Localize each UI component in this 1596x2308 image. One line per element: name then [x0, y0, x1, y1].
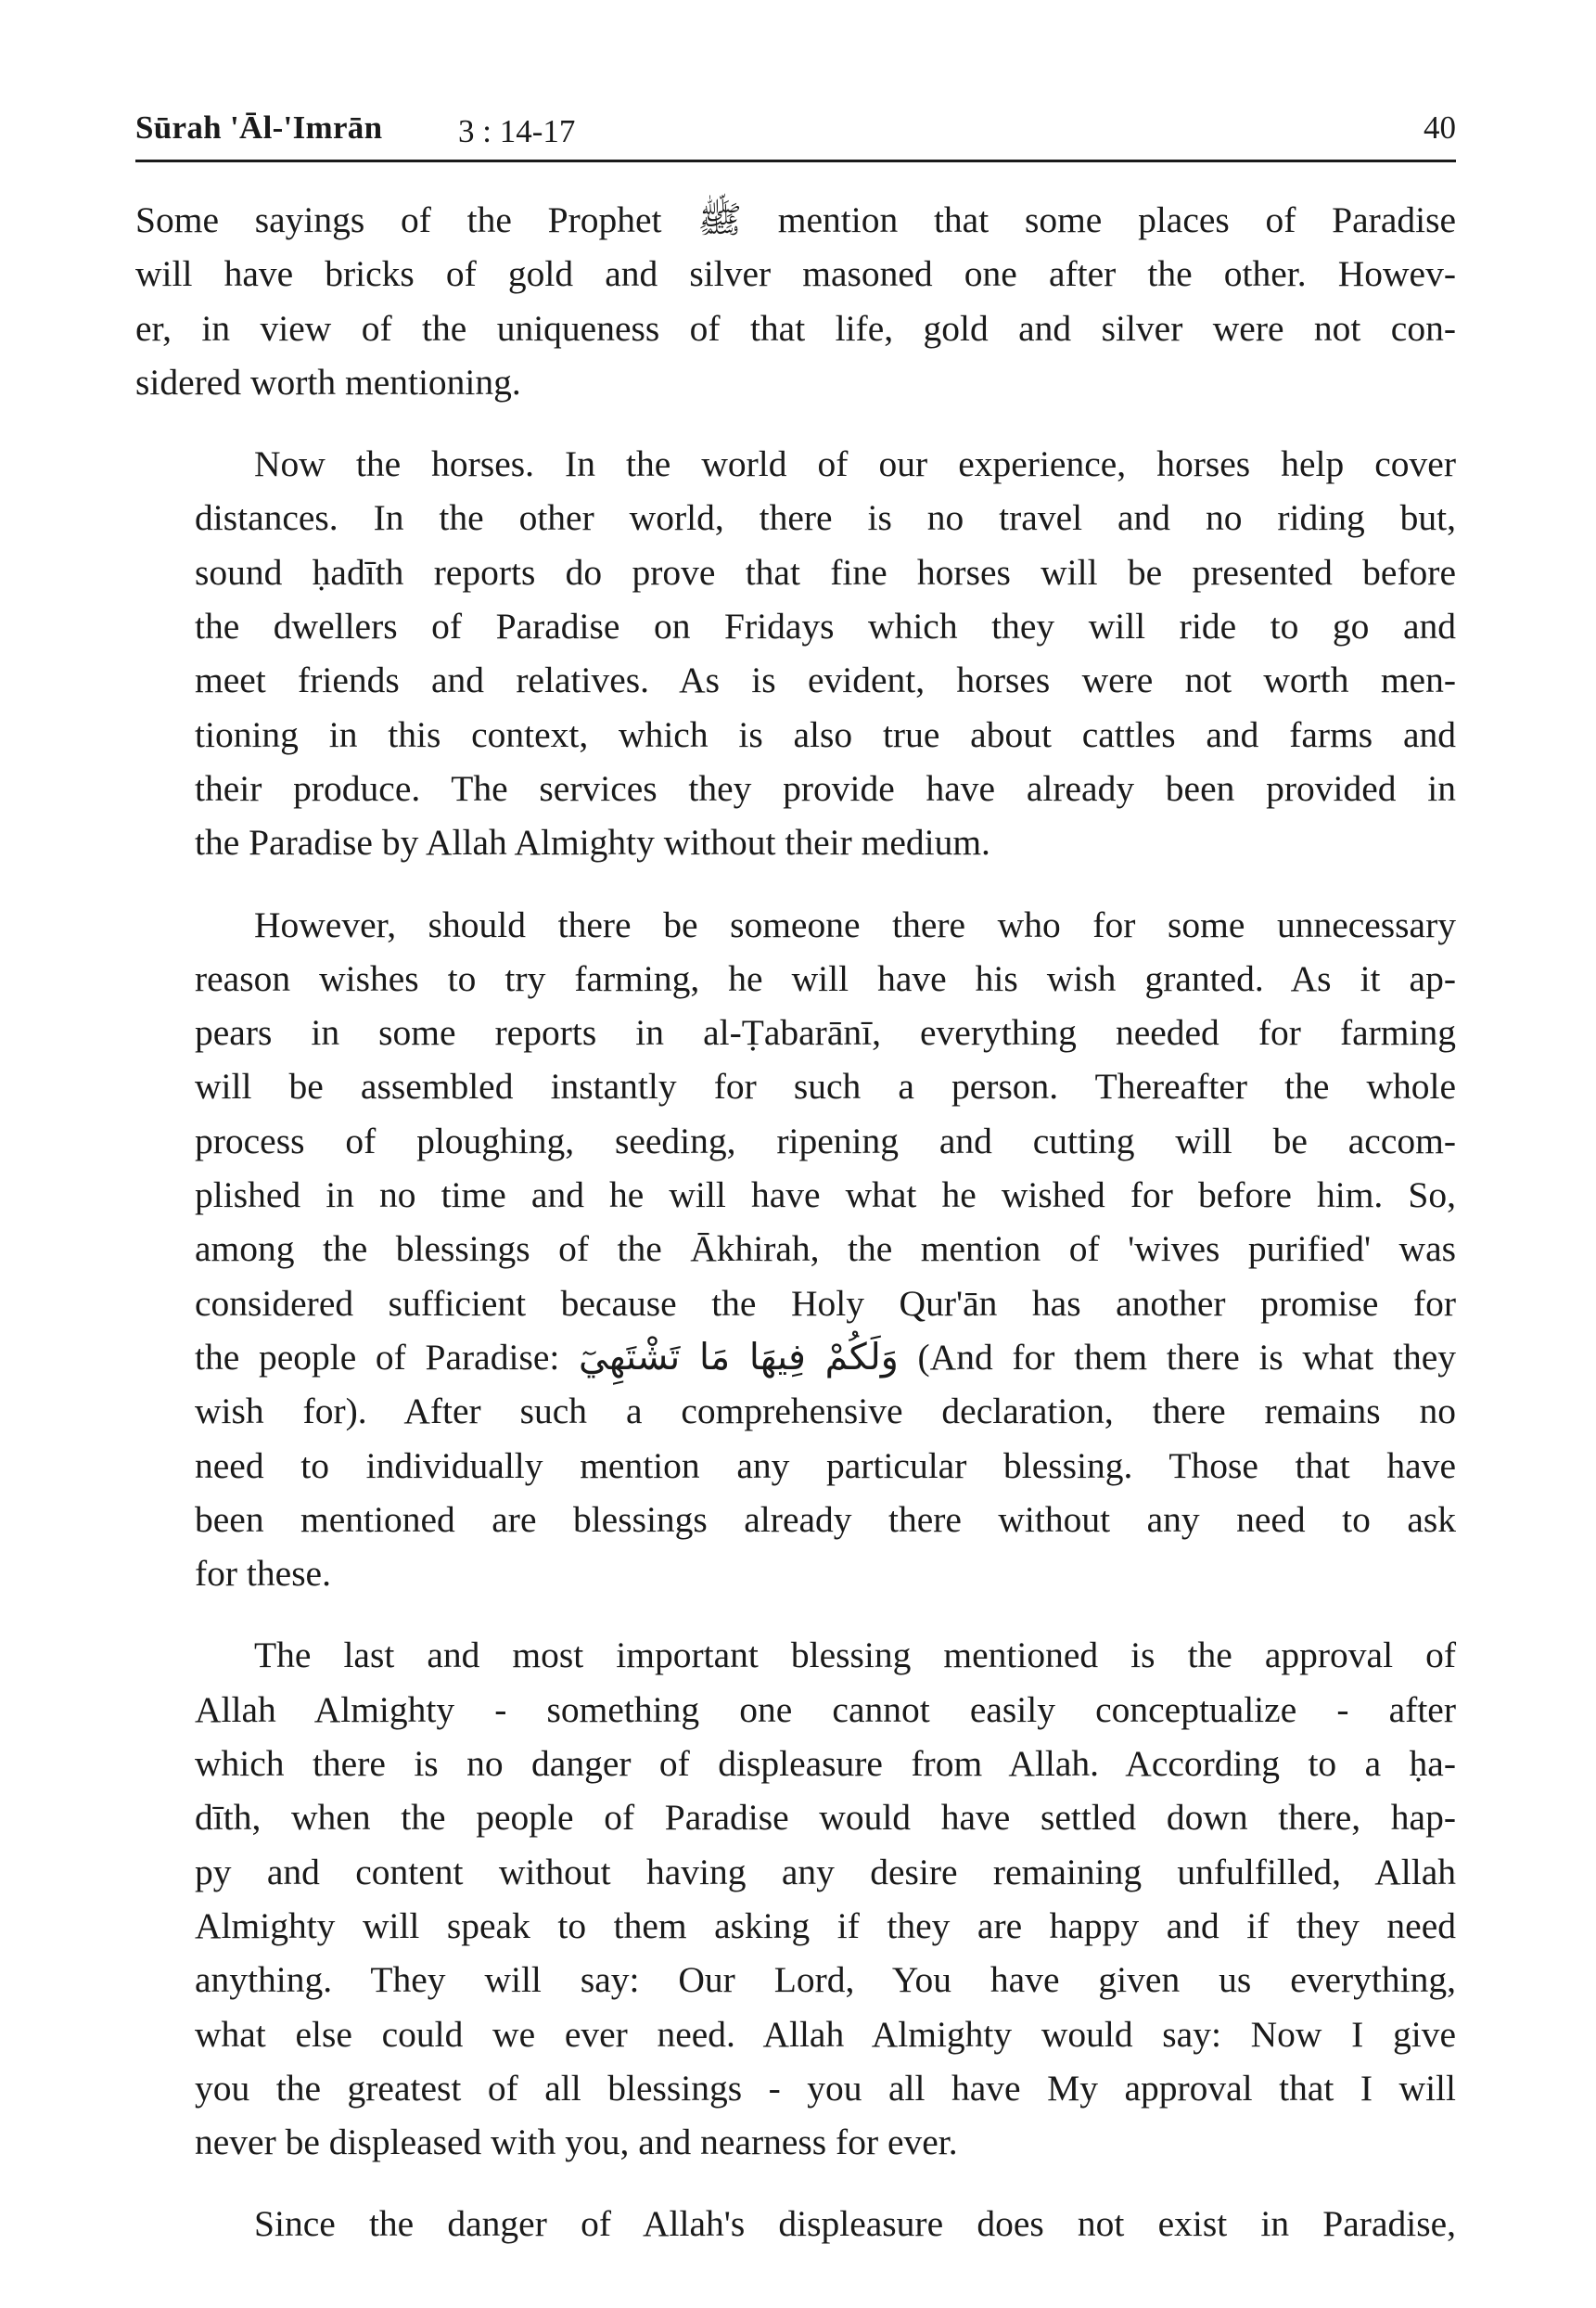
text-line: the dwellers of Paradise on Fridays which they will ride to go and	[195, 606, 1456, 648]
text-line: considered sufficient because the Holy Qur'ān has another promise for	[195, 1282, 1456, 1324]
text-line: the Paradise by Allah Almighty without their medium.	[195, 822, 990, 864]
text-line: need to individually mention any particular blessing. Those that have	[195, 1444, 1456, 1486]
text-line: tioning in this context, which is also true about cattles and farms and	[195, 713, 1456, 755]
text-line: anything. They will say: Our Lord, You have given us everything,	[195, 1959, 1456, 2001]
text-line: er, in view of the uniqueness of that life, gold and silver were not con-	[135, 307, 1456, 349]
text-line: the people of Paradise: وَلَكُمْ فِيهَا مَا تَشْتَهِيٓ (And for them there is what they	[195, 1336, 1456, 1378]
text-line: you the greatest of all blessings - you all have My approval that I will	[195, 2067, 1456, 2109]
text-line: wish for). After such a comprehensive declaration, there remains no	[195, 1391, 1456, 1432]
text-line: Since the danger of Allah's displeasure does not exist in Paradise,	[254, 2203, 1456, 2245]
page-body	[135, 193, 1456, 2279]
surah-title: Sūrah 'Āl-'Imrān	[135, 109, 383, 146]
text-line: what else could we ever need. Allah Almighty would say: Now I give	[195, 2013, 1456, 2055]
paragraph-5	[135, 2197, 1456, 2250]
paragraph-3	[135, 898, 1456, 1601]
text-line: reason wishes to try farming, he will have his wish granted. As it ap-	[195, 957, 1456, 999]
verse-reference: 3 : 14-17	[458, 113, 576, 149]
text-line: sound ḥadīth reports do prove that fine horses will be presented before	[195, 551, 1456, 593]
text-line: Some sayings of the Prophet ﷺ mention that some places of Paradise	[135, 199, 1456, 240]
text-line: py and content without having any desire remaining unfulfilled, Allah	[195, 1851, 1456, 1892]
text-line: which there is no danger of displeasure from Allah. According to a ḥa-	[195, 1743, 1456, 1785]
text-line: sidered worth mentioning.	[135, 361, 521, 403]
text-line: been mentioned are blessings already there without any need to ask	[195, 1498, 1456, 1540]
text-line: meet friends and relatives. As is evident, horses were not worth men-	[195, 660, 1456, 701]
text-line: Allah Almighty - something one cannot easily conceptualize - after	[195, 1688, 1456, 1730]
text-line: dīth, when the people of Paradise would have settled down there, hap-	[195, 1797, 1456, 1839]
text-line: plished in no time and he will have what he wished for before him. So,	[195, 1174, 1456, 1216]
text-line: The last and most important blessing mentioned is the approval of	[254, 1635, 1456, 1676]
text-line: their produce. The services they provide have already been provided in	[195, 767, 1456, 809]
text-line: distances. In the other world, there is no travel and no riding but,	[195, 497, 1456, 539]
paragraph-2	[135, 437, 1456, 869]
text-line: will have bricks of gold and silver masoned one after the other. Howev-	[135, 253, 1456, 295]
text-line: among the blessings of the Ākhirah, the mention of 'wives purified' was	[195, 1228, 1456, 1270]
header-divider	[135, 160, 1456, 162]
text-line: Now the horses. In the world of our experience, horses help cover	[254, 443, 1456, 485]
paragraph-4	[135, 1628, 1456, 2169]
text-line: will be assembled instantly for such a person. Thereafter the whole	[195, 1066, 1456, 1108]
text-line: never be displeased with you, and nearness for ever.	[195, 2122, 958, 2163]
text-line: for these.	[195, 1553, 331, 1595]
running-header	[135, 100, 1456, 156]
text-line: pears in some reports in al-Ṭabarānī, everything needed for farming	[195, 1012, 1456, 1054]
paragraph-1	[135, 193, 1456, 409]
text-line: process of ploughing, seeding, ripening and cutting will be accom-	[195, 1120, 1456, 1161]
page-number: 40	[1424, 109, 1456, 146]
text-line: Almighty will speak to them asking if they are happy and if they need	[195, 1904, 1456, 1946]
text-line: However, should there be someone there who for some unnecessary	[254, 904, 1456, 945]
